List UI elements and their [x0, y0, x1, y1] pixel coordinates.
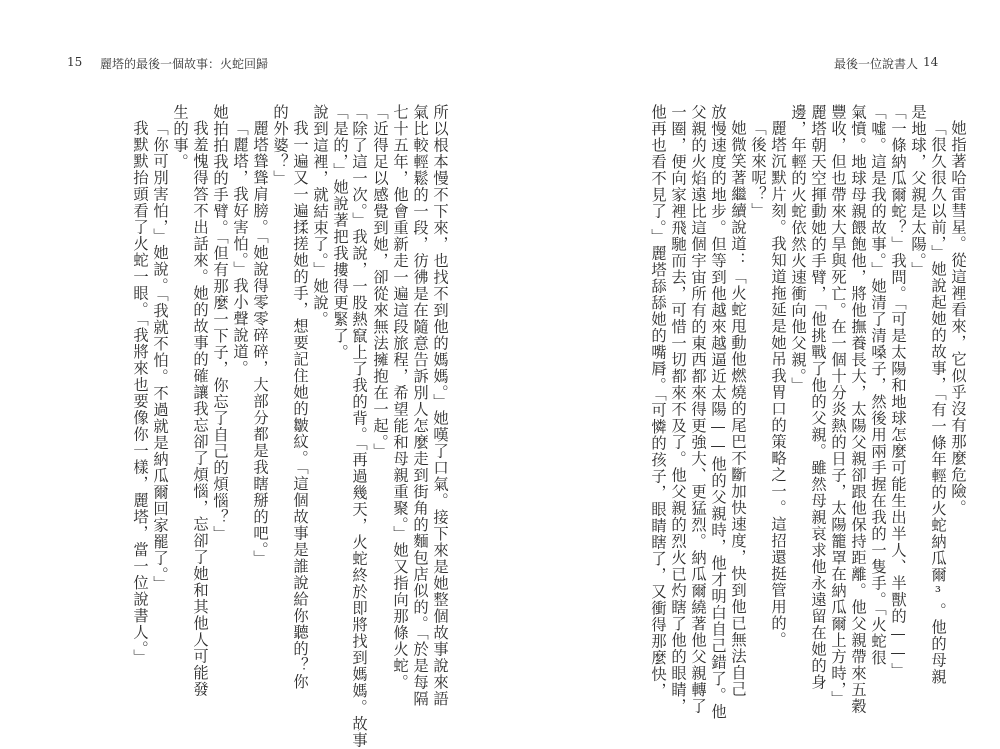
text-column: 麗塔聳聳肩膀。「她說得零零碎碎，大部分都是我瞎掰的吧。」 — [251, 120, 269, 567]
text-column: 「近得足以感覺到她，卻從來無法擁抱在一起。」 — [371, 104, 389, 460]
text-column: 他再也看不見了。」麗塔舔舔她的嘴脣。「可憐的孩子，眼睛瞎了，又衝得那麼快， — [649, 104, 667, 700]
text-column: 一圈，便向家裡飛馳而去，可惜一切都來不及了。他父親的烈火已灼瞎了他的眼睛， — [669, 104, 687, 715]
text-column: 七十五年，他會重新走一遍這段旅程，希望能和母親重聚。」她又指向那條火蛇。 — [391, 104, 409, 691]
text-column: 「你可別害怕，」她說。「我就不怕。不過就是納瓜爾回家罷了。」 — [151, 120, 169, 593]
text-column: 父親的火焰遠比這個宇宙所有的東西都來得更強大、更猛烈。納瓜爾繞著他父親轉了 — [689, 104, 707, 715]
page-number: 14 — [923, 55, 939, 69]
text-column: 是地球，父親是太陽。」 — [909, 104, 927, 278]
text-column: 「是的，」她說著把我摟得更緊了。 — [331, 104, 349, 361]
running-header: 最後一位說書人 — [834, 57, 919, 71]
text-column: 「除了這一次。」我說，一股熱竄上了我的背。「再過幾天，火蛇終於即將找到媽媽。故事 — [350, 104, 368, 749]
text-column: 放慢速度的地步。但等到他越來越逼近太陽——他的父親時，他才明白自己錯了。他 — [709, 104, 727, 720]
text-column: 「噓。這是我的故事。」她清了清嗓子，然後用兩手握在我的一隻手。「火蛇很 — [869, 104, 887, 667]
text-column: 氣憤。地球母親餵飽他，將他撫養長大，太陽父親卻跟他保持距離。他父親帶來五穀 — [849, 104, 867, 715]
running-header: 麗塔的最後一個故事：火蛇回歸 — [100, 57, 269, 71]
text-column: 「後來呢？」 — [749, 120, 767, 219]
text-column: 我羞愧得答不出話來。她的故事的確讓我忘卻了煩惱，忘卻了她和其他人可能發 — [191, 120, 209, 698]
text-column: 豐收，但也帶來大旱與死亡。在一個十分炎熱的日子，太陽籠罩在納瓜爾上方時，」 — [829, 104, 847, 707]
text-column: 麗塔沉默片刻。我知道拖延是她吊我胃口的策略之一。這招還挺管用的。 — [769, 120, 787, 648]
page-number: 15 — [67, 55, 83, 69]
text-column: 她微笑著繼續說道：「火蛇甩動他燃燒的尾巴不斷加快速度，快到他已無法自己 — [729, 120, 747, 698]
text-column: 她拍拍我的手臂。「但有那麼一下子，你忘了自己的煩惱？」 — [211, 104, 229, 542]
text-column: 我默默抬頭看了火蛇一眼。「我將來也要像你一樣，麗塔，當一位說書人。」 — [131, 120, 149, 666]
text-column: 說到這裡，就結束了。」她說。 — [311, 104, 329, 328]
text-column: 生的事。 — [171, 104, 189, 170]
text-column: 麗塔朝天空揮動她的手臂，「他挑戰了他的父親。雖然母親哀求他永遠留在她的身 — [809, 104, 827, 691]
text-column: 我一遍又一遍揉搓她的手，想要記住她的皺紋。「這個故事是誰說給你聽的？你 — [291, 120, 309, 690]
text-column: 她指著哈雷彗星。從這裡看來，它似乎沒有那麼危險。 — [949, 120, 967, 516]
text-column: 「很久很久以前，」她說起她的故事，「有一條年輕的火蛇納瓜爾³。他的母親 — [929, 120, 947, 685]
text-column: 氣比較輕鬆的一段，彷彿是在隨意告訴別人怎麼走到街角的麵包店似的。「於是每隔 — [411, 104, 429, 707]
text-column: 邊，年輕的火蛇依然火速衝向他父親。」 — [789, 104, 807, 394]
text-column: 「麗塔，我好害怕。」我小聲說道。 — [231, 120, 249, 377]
text-column: 所以根本慢不下來，也找不到他的媽媽。」她嘆了口氣。接下來是她整個故事說來語 — [431, 104, 449, 707]
text-column: 「一條納瓜爾蛇？」我問。「可是太陽和地球怎麼可能生出半人、半獸的——」 — [889, 104, 907, 680]
text-column: 的外婆？」 — [271, 104, 289, 187]
